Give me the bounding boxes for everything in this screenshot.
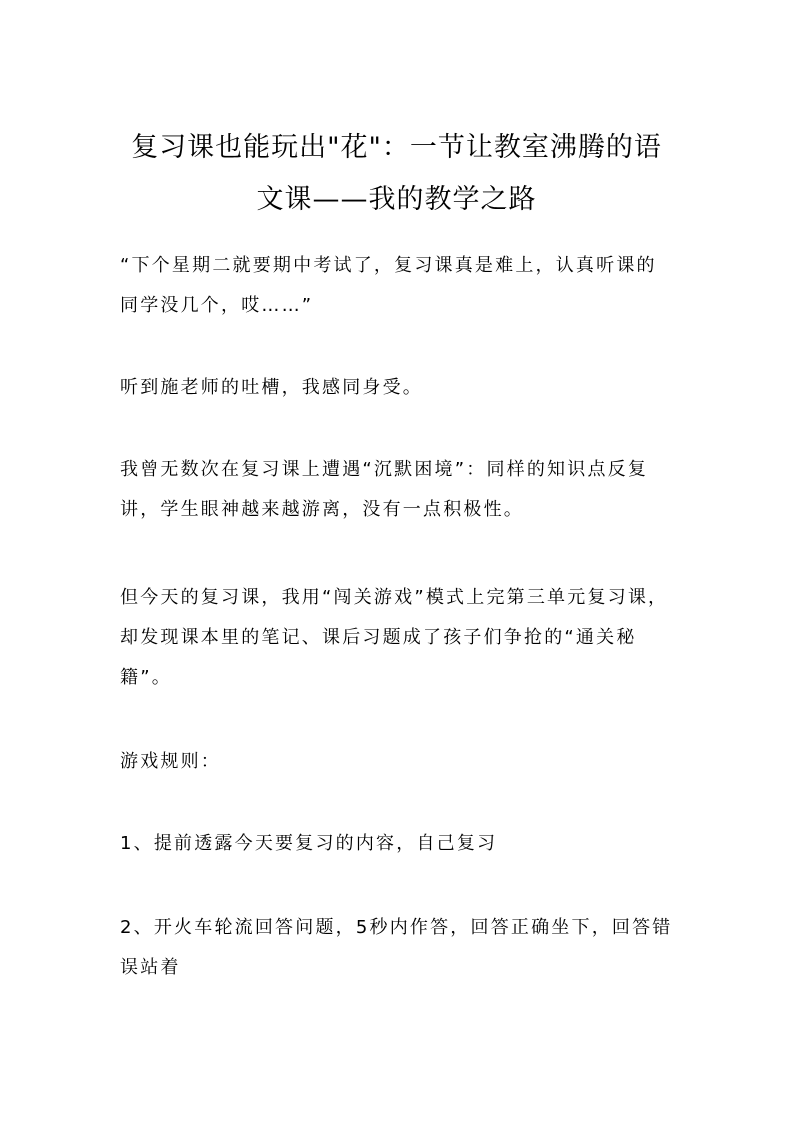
paragraph-game-mode: 但今天的复习课，我用“闯关游戏”模式上完第三单元复习课，却发现课本里的笔记、课后习题成了孩子们争抢的“通关秘籍”。 (120, 587, 669, 688)
rule-item-2: 2、开火车轮流回答问题，5秒内作答，回答正确坐下，回答错误站着 (120, 917, 673, 978)
document-title: 复习课也能玩出"花"：一节让教室沸腾的语文课——我的教学之路 (131, 132, 662, 215)
paragraph-response: 听到施老师的吐槽，我感同身受。 (120, 377, 423, 398)
paragraph-silence-dilemma: 我曾无数次在复习课上遭遇“沉默困境”：同样的知识点反复讲，学生眼神越来越游离，没有一点积极性。 (120, 459, 649, 520)
paragraph-quote: “下个星期二就要期中考试了，复习课真是难上，认真听课的同学没几个，哎……” (120, 255, 657, 316)
paragraph-rules-heading: 游戏规则： (120, 751, 221, 772)
rule-item-1: 1、提前透露今天要复习的内容，自己复习 (120, 833, 498, 854)
